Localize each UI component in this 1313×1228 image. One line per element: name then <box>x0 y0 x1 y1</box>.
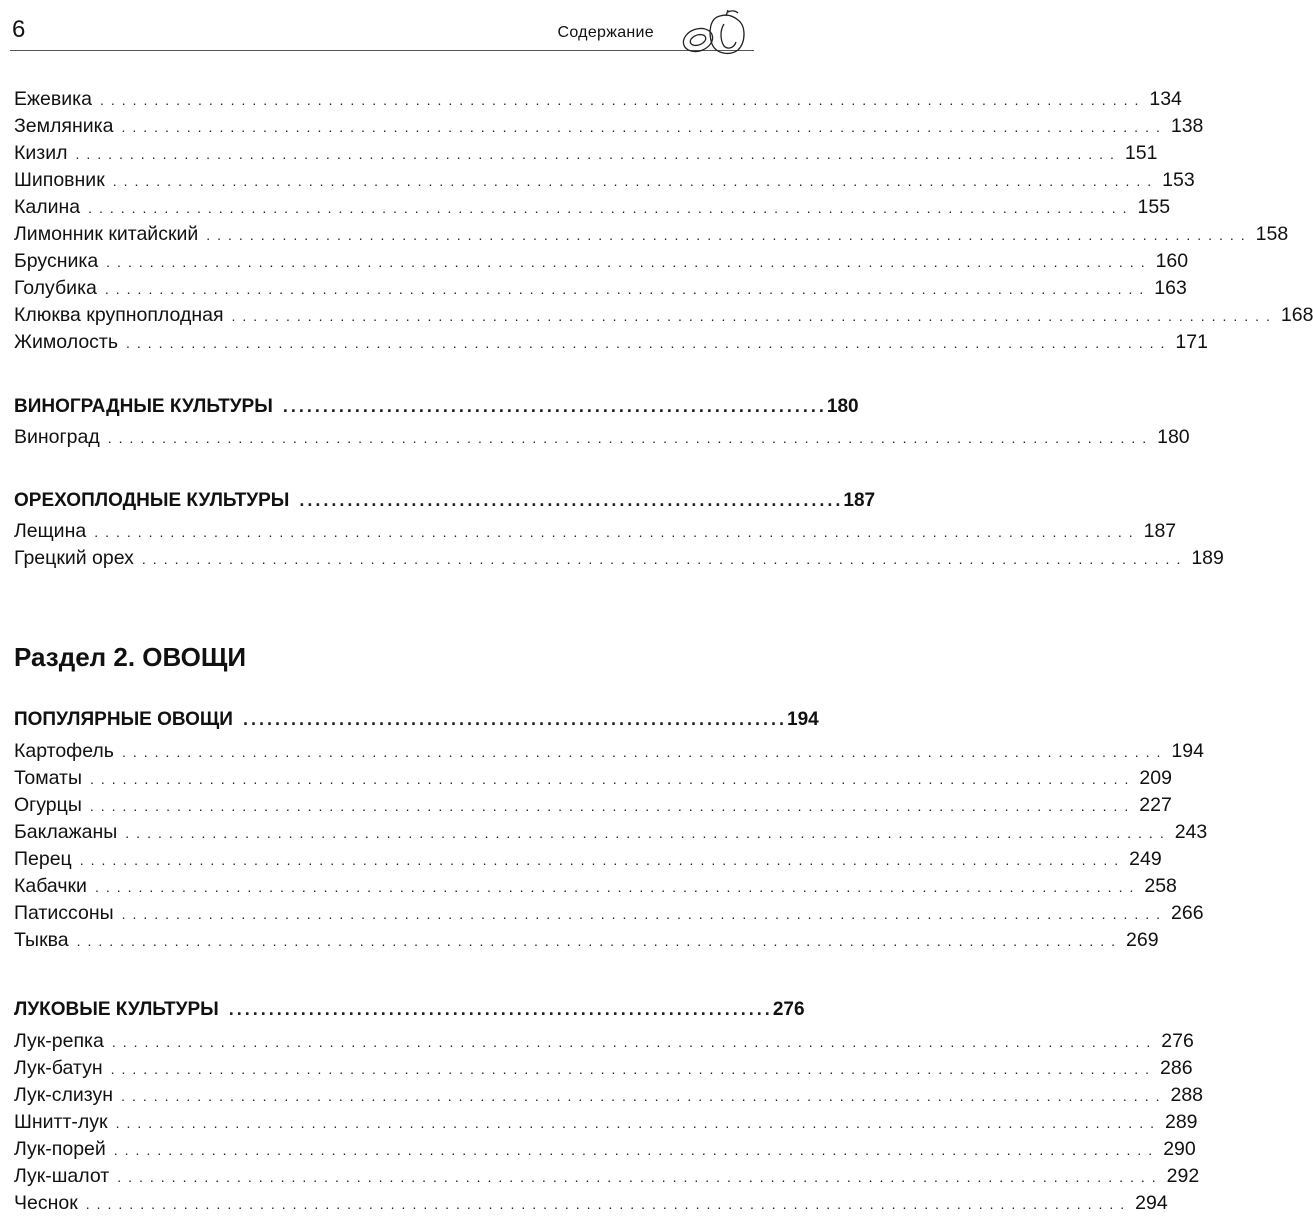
apple-pear-fruit-icon <box>668 10 750 58</box>
toc-entry[interactable] <box>14 765 1172 791</box>
entry-title: Грецкий орех <box>14 547 134 569</box>
dot-leader: ................................................................................................ <box>117 1169 1163 1185</box>
entry-title: Тыква <box>14 929 69 951</box>
entry-page: 290 <box>1163 1138 1196 1160</box>
dot-leader: ................................................................................................ <box>125 825 1171 841</box>
toc-entry[interactable] <box>14 86 1182 112</box>
dot-leader: ................................................................................................ <box>115 1115 1161 1131</box>
entry-page: 163 <box>1154 277 1187 299</box>
toc-entry[interactable] <box>14 275 1187 301</box>
dot-leader: ................................................................................................ <box>106 254 1152 270</box>
toc-entry[interactable] <box>14 1136 1196 1162</box>
toc-heading-onion[interactable] <box>14 996 805 1022</box>
entry-page: 258 <box>1144 875 1177 897</box>
toc-entry[interactable] <box>14 927 1159 953</box>
dot-leader: ................................................................................................ <box>94 524 1140 540</box>
dot-leader: ................................................................................................ <box>85 1196 1132 1212</box>
entry-page: 168 <box>1280 304 1313 326</box>
entry-page: 288 <box>1170 1084 1204 1106</box>
entry-title: Лук-репка <box>14 1030 104 1052</box>
entry-page: 209 <box>1139 767 1172 789</box>
heading-page: 194 <box>787 709 819 730</box>
entry-page: 269 <box>1126 929 1159 951</box>
entry-title: Перец <box>14 848 72 870</box>
toc-entry[interactable] <box>14 329 1208 355</box>
entry-title: Кабачки <box>14 875 87 897</box>
entry-page: 266 <box>1171 902 1204 924</box>
toc-entry[interactable] <box>14 873 1177 899</box>
dot-leader: ................................................................................................ <box>76 933 1122 949</box>
dot-leader: ................................................................................................ <box>113 1142 1160 1158</box>
entry-title: Кизил <box>14 142 68 164</box>
entry-page: 158 <box>1255 223 1289 245</box>
entry-title: Калина <box>14 196 81 218</box>
toc-entry[interactable] <box>14 140 1158 166</box>
heading-title: ЛУКОВЫЕ КУЛЬТУРЫ <box>14 999 219 1020</box>
dot-leader: ................................................................................................ <box>75 146 1121 162</box>
toc-heading-popular[interactable] <box>14 706 819 732</box>
entry-page: 180 <box>1157 426 1190 448</box>
entry-title: Земляника <box>14 115 114 137</box>
entry-title: Клюква крупноплодная <box>14 304 224 326</box>
entry-page: 289 <box>1164 1111 1198 1133</box>
entry-page: 243 <box>1174 821 1208 843</box>
entry-title: Картофель <box>14 740 114 762</box>
heading-title: ПОПУЛЯРНЫЕ ОВОЩИ <box>14 709 233 730</box>
toc-entry[interactable] <box>14 518 1177 544</box>
dot-leader: ................................................................................................ <box>88 200 1134 216</box>
heading-page: 276 <box>772 999 805 1020</box>
entry-page: 134 <box>1149 88 1182 110</box>
dot-leader: ................................................................................................ <box>89 798 1136 814</box>
toc-entry[interactable] <box>14 1055 1193 1081</box>
toc-entry[interactable] <box>14 194 1171 220</box>
entry-page: 292 <box>1166 1165 1200 1187</box>
entry-title: Баклажаны <box>14 821 118 843</box>
entry-title: Лук-слизун <box>14 1084 114 1106</box>
entry-title: Ежевика <box>14 88 92 110</box>
entry-title: Лук-шалот <box>14 1165 110 1187</box>
toc-entry[interactable] <box>14 167 1195 193</box>
running-title: Содержание <box>557 24 654 41</box>
entry-title: Шнитт-лук <box>14 1111 108 1133</box>
dot-leader: .................................................................... <box>299 490 844 510</box>
entry-title: Лук-порей <box>14 1138 106 1160</box>
dot-leader: ................................................................................................ <box>126 335 1172 351</box>
page-header <box>10 10 754 51</box>
dot-leader: ................................................................................................ <box>121 119 1167 135</box>
dot-leader: ................................................................................................ <box>141 551 1188 567</box>
toc-entry[interactable] <box>14 1082 1204 1108</box>
toc-entry[interactable] <box>14 302 1313 328</box>
dot-leader: ................................................................................................ <box>111 1034 1158 1050</box>
dot-leader: ................................................................................................ <box>99 92 1146 108</box>
toc-heading-grape[interactable] <box>14 393 859 419</box>
dot-leader: ................................................................................................ <box>79 852 1126 868</box>
heading-page: 187 <box>843 490 876 511</box>
entry-page: 249 <box>1129 848 1162 870</box>
toc-entry[interactable] <box>14 1190 1168 1216</box>
dot-leader: .................................................................... <box>242 709 788 729</box>
heading-title: ОРЕХОПЛОДНЫЕ КУЛЬТУРЫ <box>14 490 290 511</box>
entry-title: Томаты <box>14 767 83 789</box>
toc-entry[interactable] <box>14 738 1204 764</box>
dot-leader: ................................................................................................ <box>110 1061 1157 1077</box>
toc-entry[interactable] <box>14 221 1289 247</box>
entry-title: Шиповник <box>14 169 105 191</box>
entry-title: Жимолость <box>14 331 119 353</box>
entry-page: 294 <box>1135 1192 1168 1214</box>
section-title: Раздел 2. ОВОЩИ <box>14 642 247 672</box>
toc-entry[interactable] <box>14 792 1172 818</box>
entry-page: 276 <box>1161 1030 1194 1052</box>
toc-entry[interactable] <box>14 819 1208 845</box>
dot-leader: ................................................................................................ <box>107 430 1154 446</box>
dot-leader: .................................................................... <box>228 999 773 1019</box>
dot-leader: ................................................................................................ <box>90 771 1136 787</box>
entry-title: Голубика <box>14 277 97 299</box>
toc-entry[interactable] <box>14 1028 1194 1054</box>
entry-title: Брусника <box>14 250 99 272</box>
dot-leader: .................................................................... <box>282 396 827 416</box>
dot-leader: ................................................................................................ <box>94 879 1141 895</box>
dot-leader: ................................................................................................ <box>231 308 1277 324</box>
toc-entry[interactable] <box>14 846 1162 872</box>
entry-title: Лук-батун <box>14 1057 103 1079</box>
entry-title: Патиссоны <box>14 902 114 924</box>
entry-title: Огурцы <box>14 794 82 816</box>
entry-page: 155 <box>1137 196 1171 218</box>
dot-leader: ................................................................................................ <box>121 906 1168 922</box>
entry-page: 189 <box>1191 547 1224 569</box>
entry-page: 227 <box>1139 794 1172 816</box>
toc-entry[interactable] <box>14 424 1190 450</box>
entry-page: 286 <box>1160 1057 1193 1079</box>
entry-title: Виноград <box>14 426 100 448</box>
dot-leader: ................................................................................................ <box>121 744 1168 760</box>
page-number: 6 <box>12 16 26 43</box>
dot-leader: ................................................................................................ <box>112 173 1159 189</box>
toc-entry[interactable] <box>14 113 1204 139</box>
entry-page: 138 <box>1170 115 1204 137</box>
entry-title: Лимонник китайский <box>14 223 199 245</box>
entry-page: 194 <box>1171 740 1204 762</box>
entry-page: 187 <box>1143 520 1177 542</box>
toc-entry[interactable] <box>14 248 1189 274</box>
entry-title: Лещина <box>14 520 87 542</box>
toc-entry[interactable] <box>14 1109 1198 1135</box>
dot-leader: ................................................................................................ <box>104 281 1151 297</box>
heading-title: ВИНОГРАДНЫЕ КУЛЬТУРЫ <box>14 396 273 417</box>
entry-page: 171 <box>1175 331 1208 353</box>
entry-title: Чеснок <box>14 1192 78 1214</box>
heading-page: 180 <box>826 396 859 417</box>
dot-leader: ................................................................................................ <box>121 1088 1167 1104</box>
entry-page: 151 <box>1124 142 1158 164</box>
toc-entry[interactable] <box>14 1163 1200 1189</box>
entry-page: 160 <box>1155 250 1189 272</box>
toc-entry[interactable] <box>14 545 1224 571</box>
toc-entry[interactable] <box>14 900 1204 926</box>
toc-heading-nut[interactable] <box>14 487 876 513</box>
dot-leader: ................................................................................................ <box>206 227 1252 243</box>
entry-page: 153 <box>1162 169 1195 191</box>
